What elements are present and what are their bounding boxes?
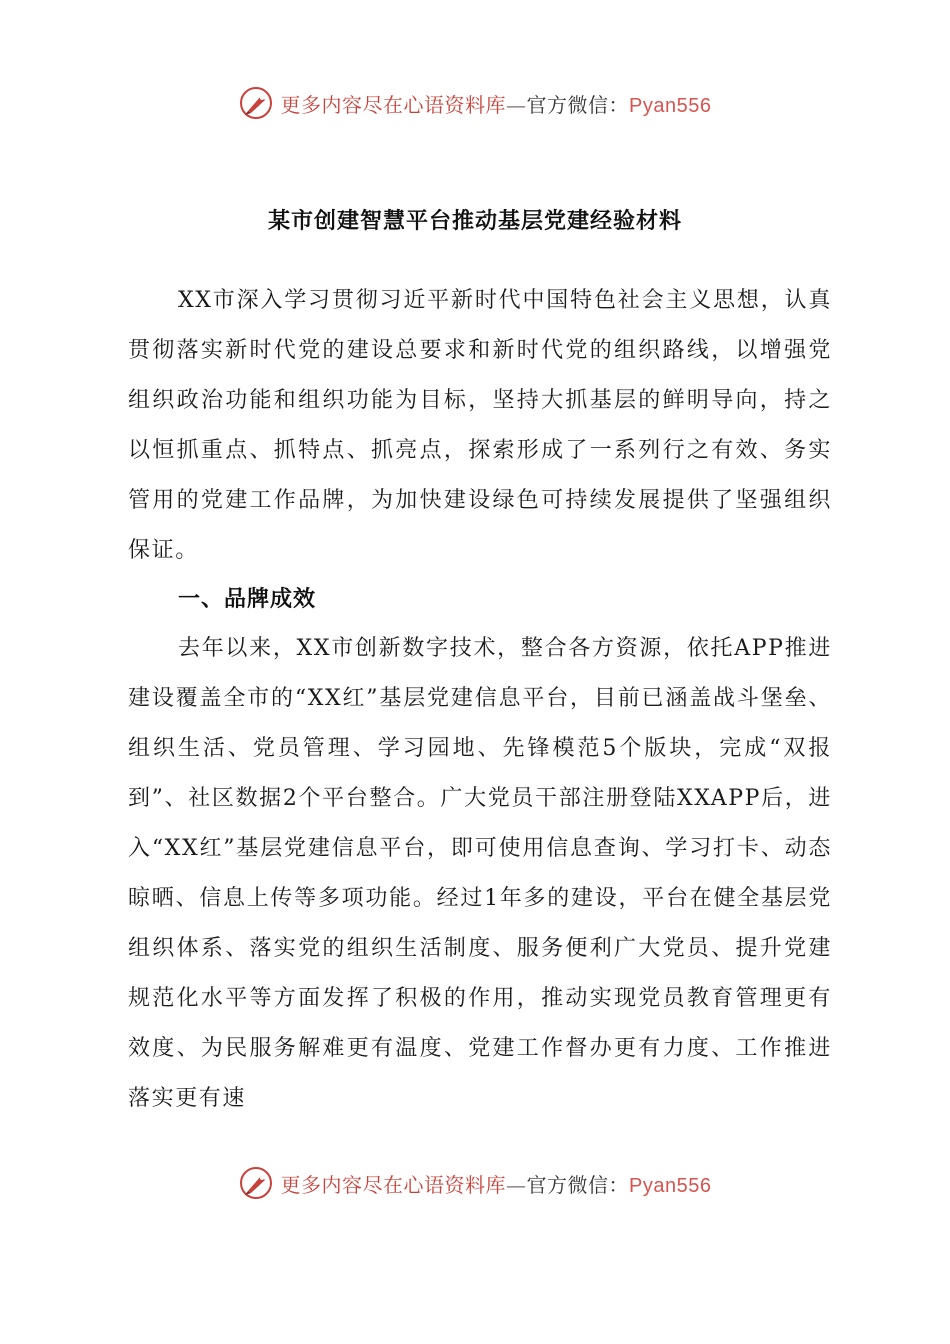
pen-nib-logo-icon <box>239 1166 273 1200</box>
watermark-main-text: 更多内容尽在心语资料库 <box>280 1172 507 1197</box>
watermark-text <box>281 1169 712 1198</box>
watermark-dash: — <box>506 1172 527 1197</box>
document-title: 某市创建智慧平台推动基层党建经验材料 <box>267 208 682 234</box>
brand-results-paragraph: 去年以来，XX市创新数字技术，整合各方资源，依托APP推进建设覆盖全市的“XX红”基层党建信息平台，目前已涵盖战斗堡垒、组织生活、党员管理、学习园地、先锋模范5个版块，完成“双报到”、社区数据2个平台整合。广大党员干部注册登陆XXAPP后，进入“XX红”基层党建信息平台，即可使用信息查询、学习打卡、动态晾晒、信息上传等多项功能。经过1年多的建设，平台在健全基层党组织体系、落实党的组织生活制度、服务便利广大党员、提升党建规范化水平等方面发挥了积极的作用，推动实现党员教育管理更有效度、为民服务解难更有温度、党建工作督办更有力度、工作推进落实更有速 <box>128 636 832 1111</box>
pen-nib-logo-icon <box>239 86 273 120</box>
watermark-wechat-id: Pyan556 <box>629 1174 712 1197</box>
watermark-wechat-label: 官方微信： <box>526 92 630 117</box>
watermark-text <box>281 89 712 118</box>
intro-paragraph: XX市深入学习贯彻习近平新时代中国特色社会主义思想，认真贯彻落实新时代党的建设总要求和新时代党的组织路线，以增强党组织政治功能和组织功能为目标，坚持大抓基层的鲜明导向，持之以恒抓重点、抓特点、抓亮点，探索形成了一系列行之有效、务实管用的党建工作品牌，为加快建设绿色可持续发展提供了坚强组织保证。 <box>128 288 832 563</box>
watermark-dash: — <box>506 92 527 117</box>
footer-watermark <box>0 1158 950 1208</box>
watermark-main-text: 更多内容尽在心语资料库 <box>280 92 507 117</box>
watermark-wechat-label: 官方微信： <box>526 1172 630 1197</box>
section-heading-brand-results: 一、品牌成效 <box>178 586 317 612</box>
watermark-wechat-id: Pyan556 <box>629 94 712 117</box>
header-watermark <box>0 78 950 128</box>
